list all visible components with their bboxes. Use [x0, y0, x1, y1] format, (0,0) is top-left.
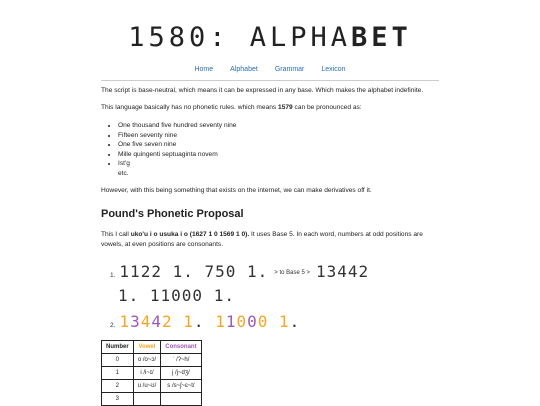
example-ordinal-2: 2.	[110, 322, 116, 329]
separator-char	[268, 312, 279, 331]
section-heading: Pound's Phonetic Proposal	[101, 208, 244, 220]
separator-char: .	[289, 312, 301, 331]
p4-before: This I call	[101, 231, 131, 238]
p4-bold: uko'u i o usuka i o (1627 1 0 1569 1 0).	[130, 231, 250, 238]
section-paragraph	[101, 230, 439, 250]
example-row-1	[110, 262, 369, 281]
vowel-digit: 1	[215, 312, 226, 331]
example-row-1-text: 1122 1. 750 1.	[119, 262, 269, 281]
site-title-bold: BET	[351, 22, 412, 53]
header-number: Number	[102, 341, 134, 354]
list-item: • Mille quingenti septuaginta novem	[118, 150, 236, 160]
list-item: • Ist'g	[118, 159, 236, 169]
table-cell: i /i~ɪ/	[133, 367, 161, 380]
vowel-digit: 4	[140, 312, 152, 331]
table-cell: s /s~ʃ~ɛ~t/	[161, 380, 201, 393]
table-cell: 2	[102, 380, 134, 393]
vowel-digit: 1	[183, 312, 194, 331]
vowel-digit: 1	[279, 312, 290, 331]
table-row	[102, 354, 202, 367]
separator-char	[205, 312, 216, 331]
example-row-1-continued: 1. 11000 1.	[118, 286, 235, 305]
nav-alphabet[interactable]: Alphabet	[230, 66, 258, 73]
list-item: • One five seven nine	[118, 140, 236, 150]
table-header-row	[102, 341, 202, 354]
table-cell: o /o~ɔ/	[133, 354, 161, 367]
table-cell: 3	[102, 393, 134, 406]
example-ordinal-1: 1.	[110, 272, 116, 279]
table-cell: 0	[102, 354, 134, 367]
site-title	[0, 22, 540, 53]
pronunciation-list	[108, 121, 236, 179]
consonant-digit: 3	[130, 312, 141, 331]
nav-divider	[101, 80, 439, 81]
table-cell: ˈ /ʔ~h/	[161, 354, 201, 367]
vowel-digit: 2	[161, 312, 173, 331]
table-row	[102, 380, 202, 393]
nav-grammar[interactable]: Grammar	[274, 66, 305, 73]
site-title-main: 1580: ALPHA	[128, 22, 352, 53]
table-row	[102, 393, 202, 406]
nav-lexicon[interactable]: Lexicon	[321, 66, 346, 73]
p2-bold-number: 1579	[278, 104, 293, 111]
header-vowel: Vowel	[133, 341, 161, 354]
phonetic-paragraph	[101, 103, 362, 113]
p4-after: It uses Base 5. In each word, numbers at odd positions are vowels, at even positions are consonants.	[101, 231, 423, 248]
consonant-digit: 0	[247, 312, 258, 331]
table-cell	[161, 393, 201, 406]
table-cell	[133, 393, 161, 406]
list-item-etc: etc.	[118, 169, 129, 177]
table-cell: u /u~ʊ/	[133, 380, 161, 393]
p2-before: This language basically has no phonetic rules. which means	[101, 104, 279, 111]
separator-char: .	[193, 312, 205, 331]
table-cell: j /j~dʒ/	[161, 367, 201, 380]
example-row-1-result: 13442	[315, 262, 370, 281]
list-item: • Fifteen seventy nine	[118, 131, 236, 141]
vowel-digit: 0	[257, 312, 269, 331]
p2-after: can be pronounced as:	[292, 104, 362, 111]
to-base-label: > to Base 5 >	[274, 269, 310, 276]
example-row-2-colored	[119, 312, 300, 331]
vowel-digit: 1	[119, 312, 131, 331]
separator-char	[173, 312, 184, 331]
main-nav	[101, 66, 439, 73]
vowel-digit: 0	[236, 312, 248, 331]
header-consonant: Consonant	[161, 341, 201, 354]
list-item: • One thousand five hundred seventy nine	[118, 121, 236, 131]
consonant-digit: 4	[151, 312, 162, 331]
table-row	[102, 367, 202, 380]
phoneme-table	[101, 340, 202, 406]
intro-paragraph: The script is base-neutral, which means it can be expressed in any base. Which makes the alphabet indefinite.	[101, 87, 424, 94]
table-cell: 1	[102, 367, 134, 380]
example-row-2	[110, 312, 300, 331]
derivatives-paragraph: However, with this being something that exists on the internet, we can make derivatives off it.	[101, 187, 372, 194]
consonant-digit: 1	[225, 312, 237, 331]
nav-home[interactable]: Home	[194, 66, 214, 73]
